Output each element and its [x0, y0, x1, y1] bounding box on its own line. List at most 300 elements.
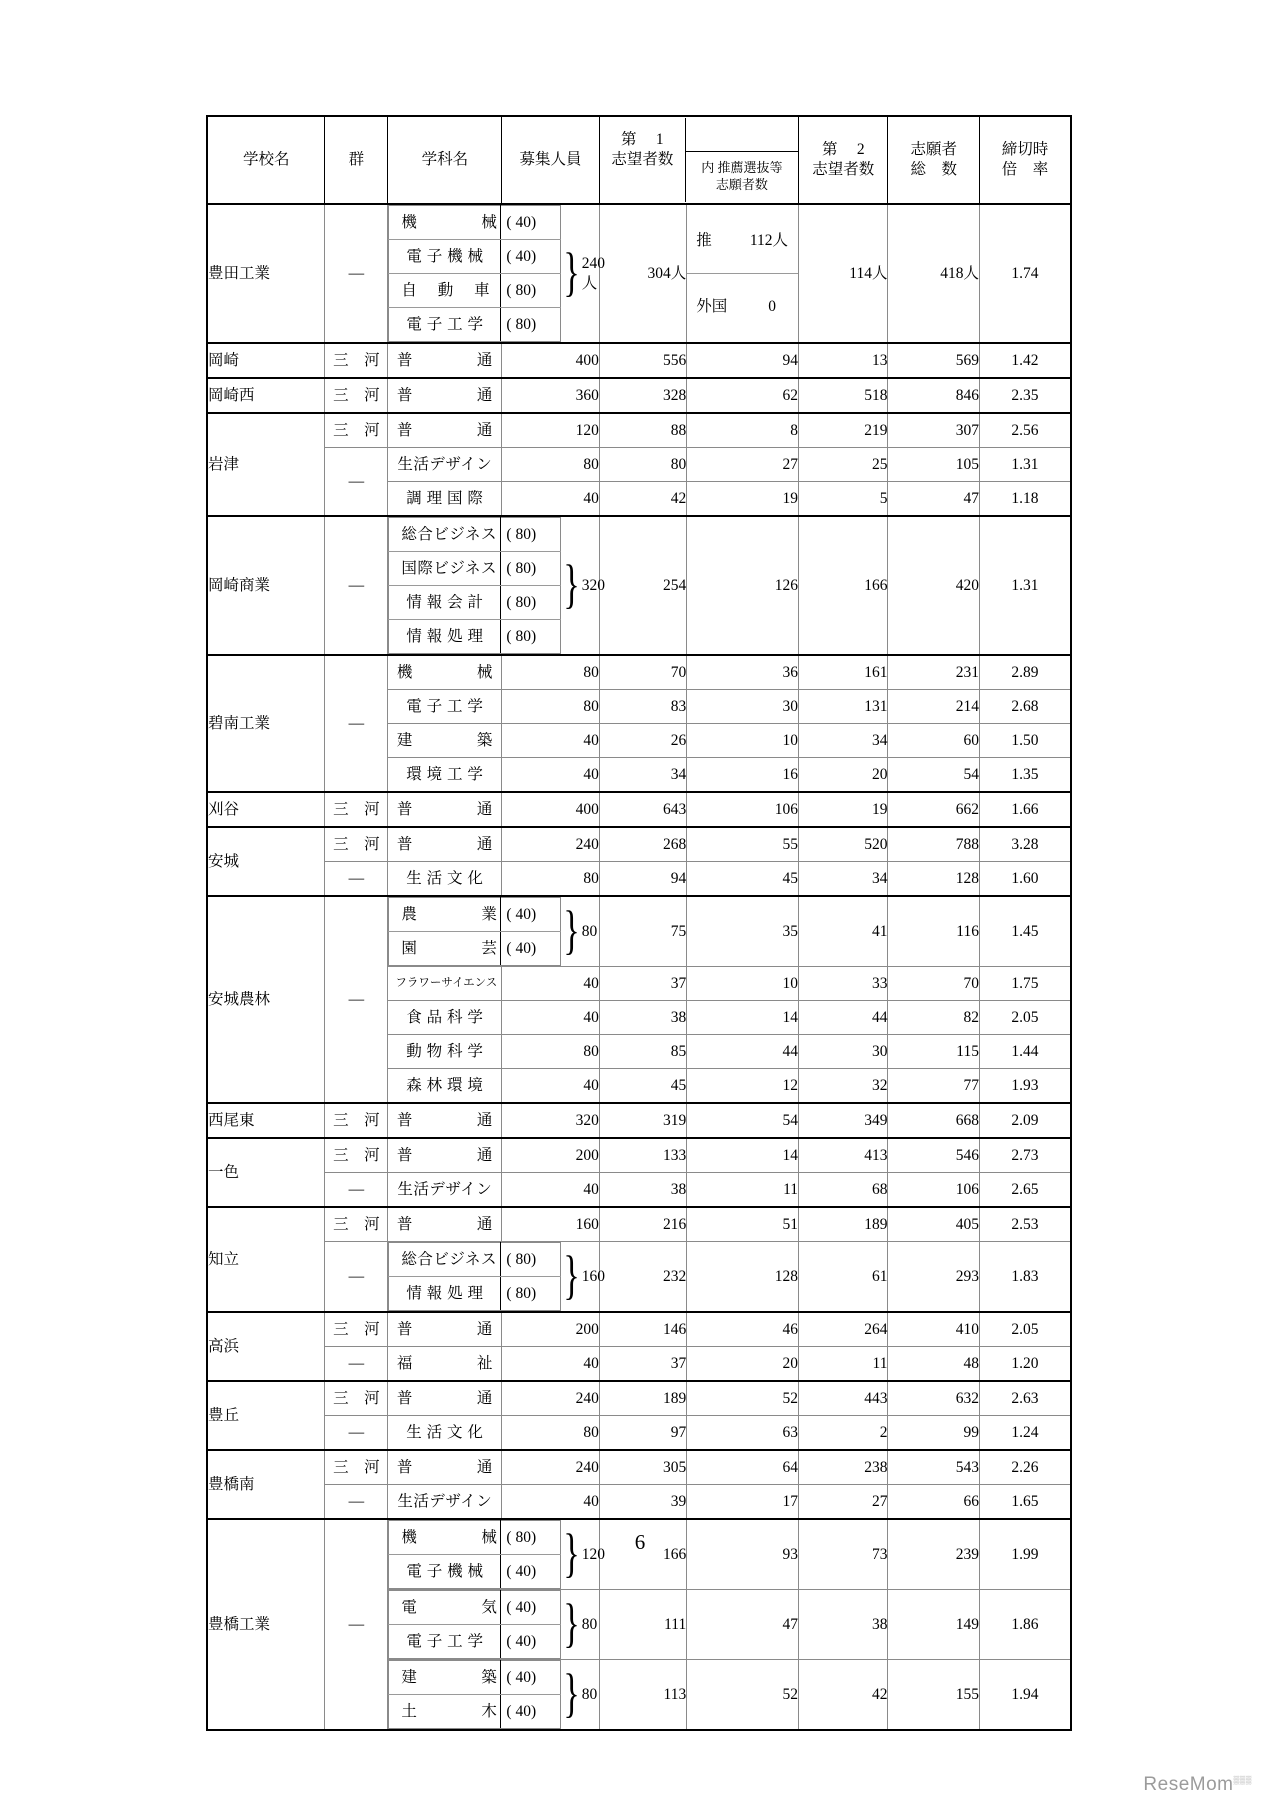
recommend-cell-value: 63 — [782, 1423, 799, 1441]
rate-cell — [979, 1138, 1071, 1173]
dept-cell — [388, 1035, 502, 1069]
total-cell-value: 214 — [955, 697, 979, 715]
dept-name: 生活デザイン — [397, 455, 493, 473]
first-choice-cell — [599, 1001, 686, 1035]
dept-name: 電 気 — [401, 1598, 498, 1616]
group-capacity-value: 240人 — [581, 255, 605, 292]
dept-name: 生 活 文 化 — [406, 869, 484, 887]
second-choice-cell-value: 20 — [871, 765, 888, 783]
rate-cell — [979, 343, 1071, 378]
school-name: 岡崎商業 — [208, 576, 271, 594]
dept-group-brace — [561, 205, 605, 342]
rate-cell — [979, 448, 1071, 482]
rate-value: 1.18 — [1011, 489, 1039, 507]
school-name-cell — [207, 896, 325, 1103]
header-school-label: 学校名 — [242, 151, 290, 169]
second-choice-cell-value: 27 — [871, 1492, 888, 1510]
school-name-cell — [207, 516, 325, 655]
recommend-cell — [687, 1069, 799, 1104]
recommend-cell — [687, 758, 799, 793]
group-cell — [325, 1207, 388, 1242]
total-cell — [888, 1590, 979, 1660]
rate-cell — [979, 1103, 1071, 1138]
recommend-cell-value: 12 — [782, 1076, 799, 1094]
dept-name: 建 築 — [401, 1668, 498, 1686]
group-cell — [325, 896, 388, 1103]
dept-name-cell — [389, 518, 501, 552]
header-rate — [979, 116, 1071, 204]
dept-name-cell — [389, 274, 501, 308]
group-cell — [325, 1103, 388, 1138]
table-row — [207, 1347, 1071, 1382]
capacity-cell-value: 240 — [575, 835, 599, 853]
dept-name-cell — [389, 1695, 501, 1729]
group-cell — [325, 1416, 388, 1451]
school-name: 一色 — [208, 1163, 240, 1181]
rate-cell — [979, 1035, 1071, 1069]
dept-sub-row — [389, 1555, 561, 1589]
recommend-cell — [687, 413, 799, 448]
header-recommend-line2: 志願者数 — [715, 177, 768, 193]
school-name: 安城農林 — [208, 990, 271, 1008]
dept-capacity-paren: ( 80) — [506, 627, 537, 645]
watermark-mark: ▒▒▒ — [1233, 1775, 1252, 1785]
capacity-cell-value: 120 — [575, 421, 599, 439]
capacity-cell-value: 400 — [575, 351, 599, 369]
dept-cell — [388, 758, 502, 793]
rate-value: 1.42 — [1011, 351, 1039, 369]
dept-group-brace — [561, 1242, 605, 1311]
header-capacity — [502, 116, 600, 204]
total-cell-value: 662 — [955, 800, 979, 818]
recommend-sui-row — [687, 209, 798, 275]
rate-cell — [979, 1416, 1071, 1451]
second-choice-cell — [799, 1381, 888, 1416]
first-choice-cell — [599, 413, 686, 448]
dept-name: 環 境 工 学 — [406, 765, 484, 783]
group-cell — [325, 1347, 388, 1382]
second-choice-cell-value: 131 — [864, 697, 888, 715]
dept-sub-row — [389, 620, 561, 654]
dept-name: 国際ビジネス — [401, 559, 497, 577]
rate-value: 1.93 — [1011, 1076, 1039, 1094]
recommend-cell-value: 45 — [782, 869, 799, 887]
first-choice-cell — [599, 1485, 686, 1520]
dept-name: 情 報 処 理 — [406, 1284, 484, 1302]
total-cell-value: 420 — [955, 576, 979, 594]
total-cell — [888, 1001, 979, 1035]
school-name-cell — [207, 1450, 325, 1519]
capacity-cell-value: 80 — [583, 697, 599, 715]
dept-cell — [388, 378, 502, 413]
total-cell — [888, 482, 979, 517]
total-cell-value: 846 — [955, 386, 979, 404]
first-choice-cell-value: 39 — [670, 1492, 687, 1510]
group-capacity-value: 160 — [581, 1267, 605, 1285]
dept-name: 普 通 — [396, 1111, 493, 1129]
table-row — [207, 516, 1071, 655]
dept-capacity-paren-cell — [501, 1661, 561, 1695]
total-cell — [888, 1035, 979, 1069]
dept-name: 機 械 — [401, 1528, 498, 1546]
dept-name-cell — [389, 898, 501, 932]
admissions-table — [206, 115, 1072, 1731]
second-choice-cell — [799, 792, 888, 827]
header-second-choice-line1: 第 2 — [821, 140, 865, 158]
rate-value: 1.24 — [1011, 1423, 1039, 1441]
group-cell — [325, 343, 388, 378]
recommend-cell-value: 20 — [782, 1354, 799, 1372]
total-cell — [888, 1347, 979, 1382]
dept-name-cell — [389, 1661, 501, 1695]
rate-cell — [979, 378, 1071, 413]
group-value: ― — [348, 1267, 365, 1285]
group-value: ― — [348, 1615, 365, 1633]
capacity-cell — [502, 1450, 600, 1485]
second-choice-cell-value: 238 — [864, 1458, 888, 1476]
capacity-cell-value: 360 — [575, 386, 599, 404]
second-choice-cell — [799, 413, 888, 448]
dept-name: 園 芸 — [401, 939, 498, 957]
total-cell — [888, 967, 979, 1001]
dept-name-cell — [389, 206, 501, 240]
total-cell-value: 307 — [955, 421, 979, 439]
rate-value: 3.28 — [1011, 835, 1039, 853]
first-choice-cell-value: 75 — [670, 922, 687, 940]
first-choice-cell-value: 111 — [664, 1615, 687, 1633]
second-choice-cell — [799, 967, 888, 1001]
second-choice-cell — [799, 862, 888, 897]
group-value: ― — [348, 1423, 365, 1441]
total-cell — [888, 1660, 979, 1731]
second-choice-cell — [799, 724, 888, 758]
capacity-cell — [502, 1001, 600, 1035]
dept-sub-row — [389, 1625, 561, 1659]
school-name-cell — [207, 413, 325, 516]
group-cell — [325, 1312, 388, 1347]
first-choice-cell-value: 305 — [662, 1458, 687, 1476]
group-value: ― — [348, 472, 365, 490]
total-cell-value: 293 — [955, 1267, 979, 1285]
recommend-cell-value: 14 — [782, 1146, 799, 1164]
rate-cell — [979, 1069, 1071, 1104]
dept-name: 建 築 — [396, 731, 493, 749]
rate-value: 1.20 — [1011, 1354, 1039, 1372]
table-row — [207, 655, 1071, 690]
recommend-cell — [687, 1035, 799, 1069]
second-choice-cell-value: 13 — [871, 351, 888, 369]
dept-cell — [388, 413, 502, 448]
recommend-cell-value: 11 — [783, 1180, 799, 1198]
rate-cell — [979, 1590, 1071, 1660]
group-cell — [325, 413, 388, 448]
rate-cell — [979, 862, 1071, 897]
second-choice-cell — [799, 758, 888, 793]
first-choice-cell-value: 556 — [662, 351, 687, 369]
recommend-cell-value: 52 — [782, 1685, 799, 1703]
recommend-cell-value: 27 — [782, 455, 799, 473]
first-choice-cell — [599, 655, 686, 690]
total-cell — [888, 896, 979, 967]
dept-name-cell — [389, 1277, 501, 1311]
rate-value: 1.65 — [1011, 1492, 1039, 1510]
first-choice-cell-value: 146 — [662, 1320, 687, 1338]
total-cell-value: 546 — [955, 1146, 979, 1164]
rate-cell — [979, 724, 1071, 758]
school-name-cell — [207, 827, 325, 896]
second-choice-cell-value: 520 — [864, 835, 888, 853]
recommend-foreign-label: 外国 — [696, 297, 728, 315]
rate-value: 2.65 — [1011, 1180, 1039, 1198]
capacity-cell — [502, 792, 600, 827]
capacity-cell — [502, 690, 600, 724]
dept-capacity-paren-cell — [501, 620, 561, 654]
table-row — [207, 343, 1071, 378]
rate-cell — [979, 758, 1071, 793]
rate-value: 2.73 — [1011, 1146, 1039, 1164]
first-choice-cell — [599, 1138, 686, 1173]
dept-name: フラワーサイエンス — [395, 977, 498, 990]
second-choice-cell — [799, 655, 888, 690]
first-choice-cell — [599, 1312, 686, 1347]
total-cell-value: 668 — [955, 1111, 979, 1129]
dept-capacity-paren: ( 80) — [506, 1250, 537, 1268]
recommend-cell — [687, 448, 799, 482]
dept-name: 普 通 — [396, 1215, 493, 1233]
group-value: 三 河 — [333, 1389, 380, 1407]
dept-capacity-paren-cell — [501, 518, 561, 552]
recommend-cell — [687, 1312, 799, 1347]
total-cell — [888, 1103, 979, 1138]
capacity-cell — [502, 1207, 600, 1242]
capacity-cell — [502, 862, 600, 897]
group-capacity-value: 80 — [581, 922, 598, 940]
first-choice-cell-value: 38 — [670, 1008, 687, 1026]
first-choice-cell — [599, 1035, 686, 1069]
table-row — [207, 1416, 1071, 1451]
dept-capacity-paren-cell — [501, 586, 561, 620]
first-choice-cell-value: 166 — [662, 1545, 687, 1563]
recommend-cell — [687, 690, 799, 724]
school-name: 安城 — [208, 852, 240, 870]
group-value: 三 河 — [333, 1458, 380, 1476]
group-cell — [325, 1450, 388, 1485]
rate-cell — [979, 1312, 1071, 1347]
total-cell-value: 155 — [955, 1685, 979, 1703]
recommend-cell — [687, 1450, 799, 1485]
first-choice-cell-value: 45 — [670, 1076, 687, 1094]
total-cell — [888, 1069, 979, 1104]
dept-sub-row — [389, 1243, 561, 1277]
recommend-cell — [687, 1242, 799, 1313]
capacity-cell-value: 80 — [583, 1042, 599, 1060]
header-second-choice — [799, 116, 888, 204]
second-choice-cell — [799, 1347, 888, 1382]
first-choice-cell — [599, 827, 686, 862]
school-name: 豊丘 — [208, 1406, 240, 1424]
capacity-cell — [502, 724, 600, 758]
first-choice-cell — [599, 792, 686, 827]
rate-cell — [979, 1001, 1071, 1035]
group-value: 三 河 — [333, 421, 380, 439]
school-name-cell — [207, 655, 325, 792]
dept-cell — [388, 792, 502, 827]
dept-name: 自 動 車 — [401, 281, 491, 299]
dept-group-brace — [561, 1590, 598, 1659]
dept-cell — [388, 448, 502, 482]
rate-cell — [979, 1485, 1071, 1520]
dept-cell — [388, 343, 502, 378]
dept-name: 食 品 科 学 — [406, 1008, 484, 1026]
second-choice-cell — [799, 482, 888, 517]
total-cell-value: 632 — [955, 1389, 979, 1407]
total-cell — [888, 343, 979, 378]
dept-group-cell — [388, 516, 605, 655]
dept-sub-row — [389, 518, 561, 552]
dept-cell — [388, 967, 502, 1001]
recommend-cell — [687, 1138, 799, 1173]
dept-group-cell — [388, 1660, 599, 1731]
capacity-cell — [502, 758, 600, 793]
dept-capacity-paren-cell — [501, 1277, 561, 1311]
dept-cell — [388, 690, 502, 724]
dept-capacity-paren-cell — [501, 1243, 561, 1277]
total-cell-value: 115 — [956, 1042, 979, 1060]
first-choice-cell-value: 232 — [662, 1267, 687, 1285]
second-choice-cell-value: 32 — [871, 1076, 888, 1094]
rate-cell — [979, 967, 1071, 1001]
total-cell — [888, 758, 979, 793]
dept-capacity-paren-cell — [501, 552, 561, 586]
dept-name: 機 械 — [396, 663, 493, 681]
capacity-cell-value: 200 — [575, 1320, 599, 1338]
group-value: ― — [348, 1354, 365, 1372]
dept-cell — [388, 1450, 502, 1485]
first-choice-cell-value: 88 — [670, 421, 687, 439]
dept-capacity-paren: ( 80) — [506, 559, 537, 577]
total-cell — [888, 655, 979, 690]
capacity-cell-value: 400 — [575, 800, 599, 818]
dept-capacity-paren-cell — [501, 308, 561, 342]
dept-capacity-paren-cell — [501, 1555, 561, 1589]
total-cell-value: 54 — [963, 765, 979, 783]
rate-value: 2.53 — [1011, 1215, 1039, 1233]
dept-capacity-paren: ( 80) — [506, 281, 537, 299]
table-row — [207, 896, 1071, 967]
second-choice-cell-value: 33 — [871, 974, 888, 992]
second-choice-cell-value: 443 — [864, 1389, 888, 1407]
first-choice-cell — [599, 1103, 686, 1138]
dept-sub-row — [389, 1277, 561, 1311]
school-name-cell — [207, 1381, 325, 1450]
group-value: ― — [348, 1492, 365, 1510]
dept-sub-row — [389, 932, 561, 966]
group-value: ― — [348, 576, 365, 594]
dept-name: 森 林 環 境 — [406, 1076, 484, 1094]
total-cell — [888, 204, 979, 343]
dept-name: 電 子 工 学 — [406, 697, 484, 715]
rate-value: 1.83 — [1011, 1267, 1039, 1285]
group-value: 三 河 — [333, 1146, 380, 1164]
total-cell-value: 788 — [955, 835, 979, 853]
second-choice-cell-value: 219 — [864, 421, 888, 439]
recommend-cell — [687, 792, 799, 827]
recommend-cell — [687, 724, 799, 758]
second-choice-cell — [799, 448, 888, 482]
second-choice-cell — [799, 1173, 888, 1208]
watermark-resemom — [1143, 1774, 1252, 1796]
total-cell-value: 410 — [955, 1320, 979, 1338]
dept-cell — [388, 1207, 502, 1242]
capacity-cell-value: 40 — [583, 765, 599, 783]
total-cell — [888, 862, 979, 897]
rate-cell — [979, 896, 1071, 967]
school-name: 高浜 — [208, 1337, 240, 1355]
capacity-cell-value: 40 — [583, 1008, 599, 1026]
dept-name-cell — [389, 620, 501, 654]
group-cell — [325, 1242, 388, 1313]
recommend-cell-value: 106 — [774, 800, 799, 818]
recommend-cell-value: 93 — [782, 1545, 799, 1563]
recommend-cell — [687, 516, 799, 655]
second-choice-cell — [799, 1001, 888, 1035]
dept-capacity-paren-cell — [501, 274, 561, 308]
total-cell-value: 116 — [956, 922, 979, 940]
first-choice-cell-value: 97 — [670, 1423, 687, 1441]
dept-capacity-paren: ( 40) — [506, 1632, 537, 1650]
dept-capacity-paren: ( 40) — [506, 1668, 537, 1686]
capacity-cell — [502, 448, 600, 482]
rate-value: 2.63 — [1011, 1389, 1039, 1407]
first-choice-cell-value: 643 — [662, 800, 687, 818]
dept-name: 生活デザイン — [397, 1180, 493, 1198]
capacity-cell — [502, 1485, 600, 1520]
group-value: ― — [348, 869, 365, 887]
rate-value: 1.75 — [1011, 974, 1039, 992]
dept-name-cell — [389, 240, 501, 274]
second-choice-cell-value: 38 — [871, 1615, 888, 1633]
total-cell — [888, 448, 979, 482]
first-choice-cell — [599, 758, 686, 793]
first-choice-cell — [599, 862, 686, 897]
first-choice-cell-value: 189 — [662, 1389, 687, 1407]
school-name-cell — [207, 1312, 325, 1381]
total-cell — [888, 1416, 979, 1451]
first-choice-cell — [599, 1069, 686, 1104]
total-cell-value: 106 — [955, 1180, 979, 1198]
dept-name-cell — [389, 1625, 501, 1659]
recommend-cell — [687, 1590, 799, 1660]
brace-icon: } — [563, 555, 580, 615]
brace-icon: } — [563, 901, 580, 961]
dept-group-cell — [388, 1242, 605, 1313]
total-cell — [888, 724, 979, 758]
group-cell — [325, 827, 388, 862]
rate-cell — [979, 1381, 1071, 1416]
dept-name: 普 通 — [396, 386, 493, 404]
dept-capacity-paren: ( 40) — [506, 247, 537, 265]
second-choice-cell-value: 61 — [871, 1267, 888, 1285]
second-choice-cell-value: 73 — [871, 1545, 888, 1563]
first-choice-cell-value: 113 — [663, 1685, 687, 1703]
rate-cell — [979, 1450, 1071, 1485]
second-choice-cell-value: 5 — [879, 489, 888, 507]
rate-value: 1.99 — [1011, 1545, 1039, 1563]
second-choice-cell — [799, 1416, 888, 1451]
second-choice-cell-value: 413 — [864, 1146, 888, 1164]
dept-sub-row — [389, 308, 561, 342]
recommend-cell — [687, 967, 799, 1001]
